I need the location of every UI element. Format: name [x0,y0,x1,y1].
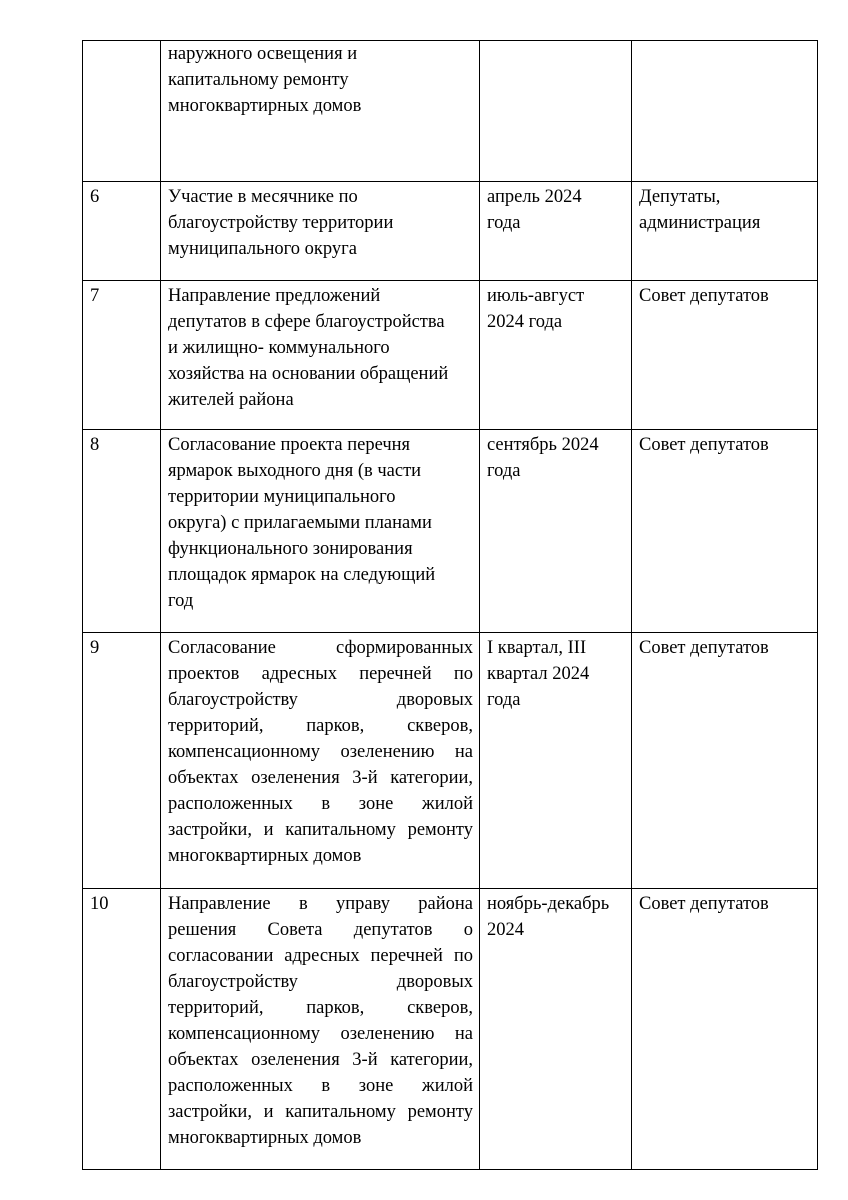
event-description: Участие в месячнике по благоустройству территории муниципального округа [161,182,480,281]
table-row [83,182,818,281]
table-row [83,633,818,889]
row-number: 7 [83,281,161,430]
row-number [83,41,161,182]
event-responsible: Депутаты, администрация [632,182,818,281]
row-number: 9 [83,633,161,889]
event-description: Направление в управу района решения Совета депутатов о согласовании адресных перечней по благоустройству дворовых территорий, парков, скверов, компенсационному озеленению на объектах озеленения 3-й категории, расположенных в зоне жилой застройки, и капитальному ремонту многоквартирных домов [161,889,480,1170]
event-responsible: Совет депутатов [632,889,818,1170]
event-date: сентябрь 2024 года [480,430,632,633]
event-date: июль-август 2024 года [480,281,632,430]
event-responsible: Совет депутатов [632,633,818,889]
event-date: апрель 2024 года [480,182,632,281]
event-responsible [632,41,818,182]
work-plan-table [82,40,818,1170]
table-row [83,889,818,1170]
event-description: наружного освещения и капитальному ремонту многоквартирных домов [161,41,480,182]
event-description: Согласование сформированных проектов адресных перечней по благоустройству дворовых территорий, парков, скверов, компенсационному озеленению на объектах озеленения 3-й категории, расположенных в зоне жилой застройки, и капитальному ремонту многоквартирных домов [161,633,480,889]
event-responsible: Совет депутатов [632,430,818,633]
event-description: Направление предложений депутатов в сфере благоустройства и жилищно- коммунального хозяйства на основании обращений жителей района [161,281,480,430]
row-number: 6 [83,182,161,281]
row-number: 8 [83,430,161,633]
table-row [83,41,818,182]
event-date: ноябрь-декабрь 2024 [480,889,632,1170]
event-description: Согласование проекта перечня ярмарок выходного дня (в части территории муниципального округа) с прилагаемыми планами функционального зонирования площадок ярмарок на следующий год [161,430,480,633]
row-number: 10 [83,889,161,1170]
event-date [480,41,632,182]
table-row [83,281,818,430]
event-date: I квартал, III квартал 2024 года [480,633,632,889]
event-responsible: Совет депутатов [632,281,818,430]
table-row [83,430,818,633]
